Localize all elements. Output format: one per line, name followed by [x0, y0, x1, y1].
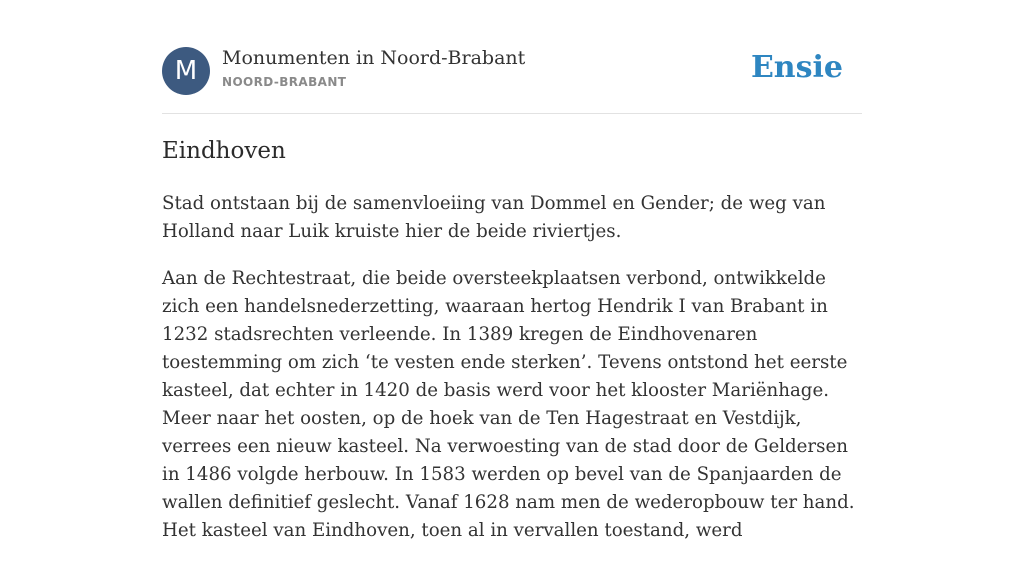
- article-paragraph-2: Aan de Rechtestraat, die beide oversteekplaatsen verbond, ontwikkelde zich een handelsnederzetting, waaraan hertog Hendrik I van Brabant in 1232 stadsrechten verleende. In 1389 kregen de Eindhovenaren toestemming om zich ‘te vesten ende sterken’. Tevens ontstond het eerste kasteel, dat echter in 1420 de basis werd voor het klooster Mariënhage. Meer naar het oosten, op de hoek van de Ten Hagestraat en Vestdijk, verrees een nieuw kasteel. Na verwoesting van de stad door de Geldersen in 1486 volgde herbouw. In 1583 werden op bevel van de Spanjaarden de wallen definitief geslecht. Vanaf 1628 nam men de wederopbouw ter hand. Het kasteel van Eindhoven, toen al in vervallen toestand, werd: [162, 268, 855, 541]
- site-subtitle[interactable]: NOORD-BRABANT: [222, 75, 347, 89]
- article-title: Eindhoven: [162, 138, 286, 164]
- ensie-logo-link[interactable]: Ensie: [750, 50, 843, 85]
- avatar[interactable]: M: [162, 47, 210, 95]
- article-body: [162, 190, 864, 564]
- header: [162, 46, 862, 96]
- article-paragraph-1: Stad ontstaan bij de samenvloeiing van Dommel en Gender; de weg van Holland naar Luik kruiste hier de beide riviertjes.: [162, 193, 826, 242]
- header-divider: [162, 113, 862, 114]
- site-title[interactable]: Monumenten in Noord-Brabant: [222, 47, 526, 69]
